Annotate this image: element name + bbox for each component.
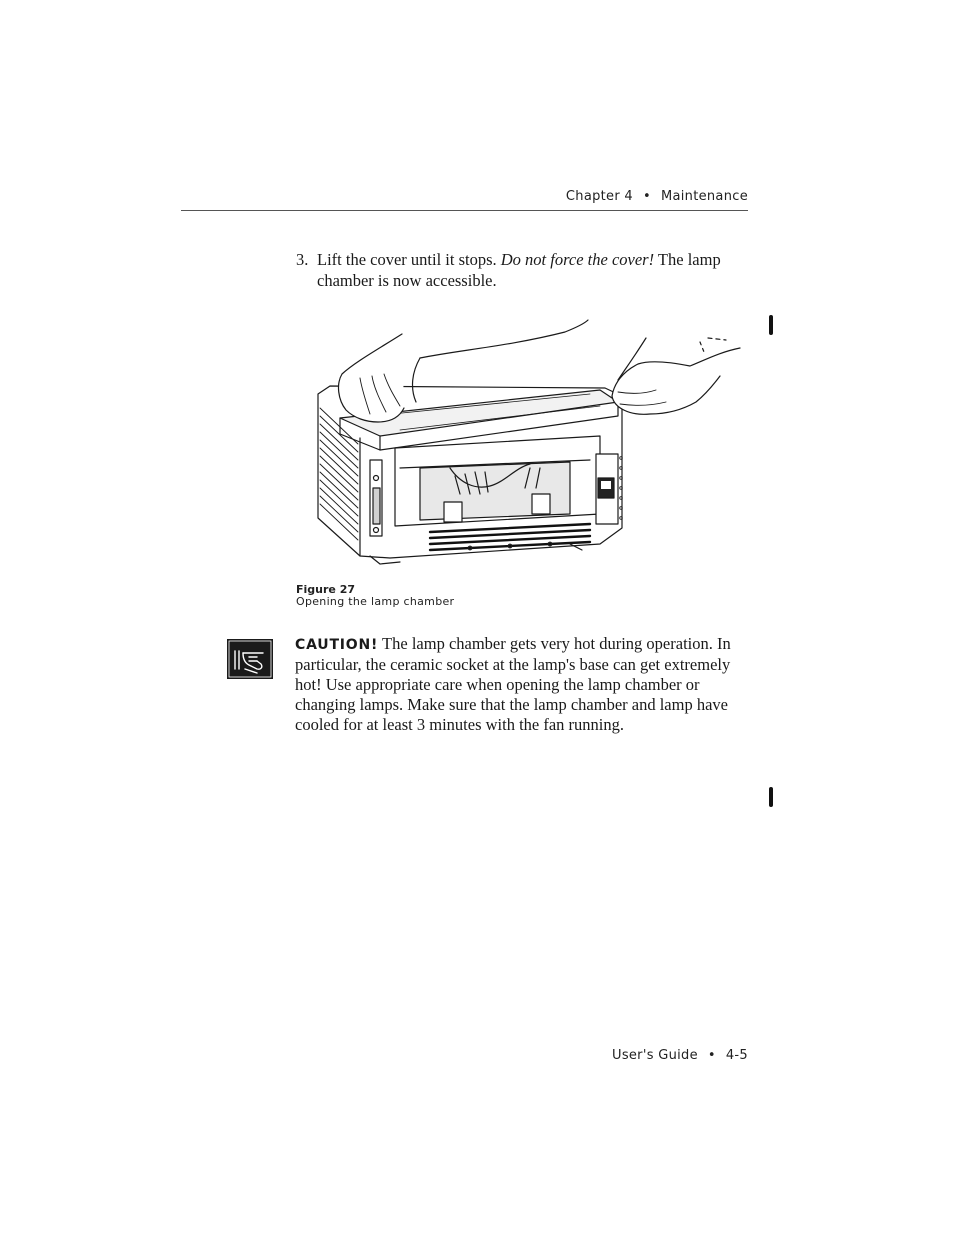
caution-text: The lamp chamber gets very hot during operation. In particular, the ceramic socket at the lamp's base can get extremely hot! Use appropriate care when opening the lamp chamber or changing lamps. Make sure that the lamp chamber and lamp have cooled for at least 3 minutes with the fan running. xyxy=(295,634,731,734)
running-footer xyxy=(612,1048,748,1063)
guide-title: User's Guide xyxy=(612,1048,698,1063)
margin-mark xyxy=(769,315,773,335)
header-separator: • xyxy=(643,189,651,204)
footer-separator: • xyxy=(707,1048,716,1063)
figure-label: Figure 27 xyxy=(296,583,356,596)
step-warning: Do not force the cover! xyxy=(500,250,655,269)
section-label: Maintenance xyxy=(660,189,748,204)
step-number: 3. xyxy=(296,250,309,269)
pointing-hand-icon xyxy=(227,639,273,679)
running-header xyxy=(566,189,748,204)
step-text-start: Lift the cover until it stops. xyxy=(317,250,501,269)
header-rule xyxy=(181,210,748,211)
page-number: 4-5 xyxy=(725,1048,748,1063)
chapter-label: Chapter 4 xyxy=(565,189,633,204)
step-3 xyxy=(296,249,756,291)
margin-mark xyxy=(769,787,773,807)
caution-paragraph xyxy=(295,634,755,735)
projector-illustration xyxy=(300,318,750,580)
figure-caption-text: Opening the lamp chamber xyxy=(296,595,455,608)
step-text xyxy=(317,249,756,291)
figure-caption xyxy=(296,584,454,608)
step-text-end: The lamp chamber is now accessible. xyxy=(317,250,721,290)
caution-heading: CAUTION! xyxy=(295,637,379,653)
